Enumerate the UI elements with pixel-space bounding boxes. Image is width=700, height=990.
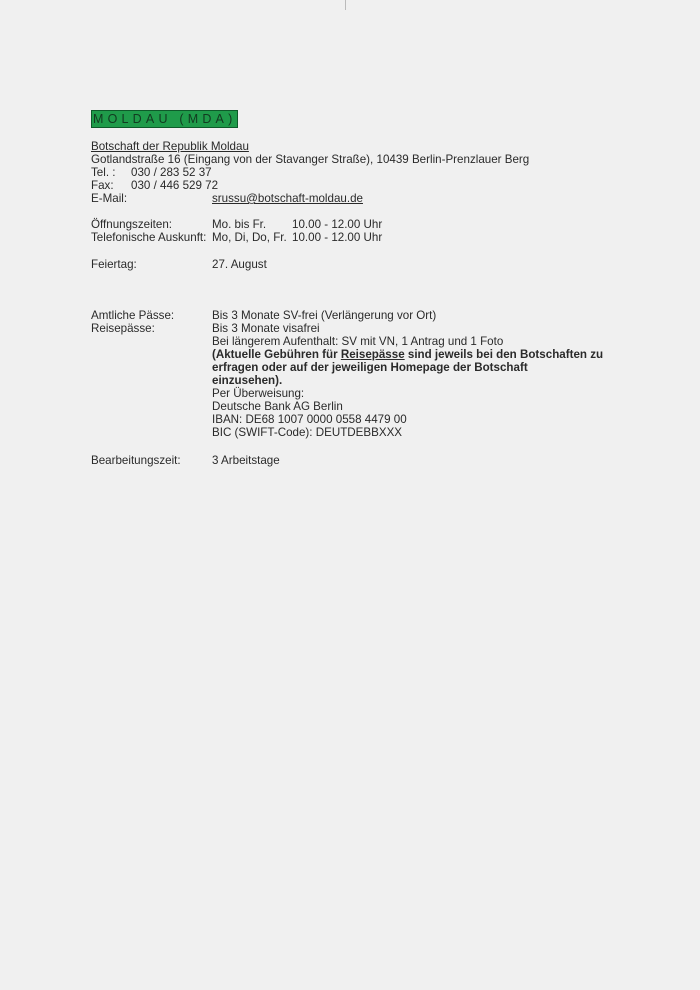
email-label: E-Mail:: [91, 192, 128, 205]
fax-label: Fax:: [91, 179, 114, 192]
bank-name: Deutsche Bank AG Berlin: [212, 400, 343, 413]
tel-value: 030 / 283 52 37: [131, 166, 212, 179]
opening-label: Öffnungszeiten:: [91, 218, 172, 231]
phone-info-time: 10.00 - 12.00 Uhr: [292, 231, 383, 244]
processing-value: 3 Arbeitstage: [212, 454, 280, 467]
holiday-value: 27. August: [212, 258, 267, 271]
fees-note-post: sind jeweils bei den Botschaften zu: [404, 348, 604, 361]
embassy-address: Gotlandstraße 16 (Eingang von der Stavanger Straße), 10439 Berlin-Prenzlauer Berg: [91, 153, 530, 166]
transfer-label: Per Überweisung:: [212, 387, 305, 400]
fees-note-line-3: einzusehen).: [212, 374, 283, 387]
tel-label: Tel. :: [91, 166, 116, 179]
holiday-label: Feiertag:: [91, 258, 137, 271]
scan-mark: [345, 0, 346, 10]
official-passports-label: Amtliche Pässe:: [91, 309, 175, 322]
processing-label: Bearbeitungszeit:: [91, 454, 181, 467]
passport-line-3: Bei längerem Aufenthalt: SV mit VN, 1 Antrag und 1 Foto: [212, 335, 504, 348]
email-link[interactable]: srussu@botschaft-moldau.de: [212, 192, 363, 205]
passport-line-2: Bis 3 Monate visafrei: [212, 322, 320, 335]
travel-passports-label: Reisepässe:: [91, 322, 155, 335]
bic: BIC (SWIFT-Code): DEUTDEBBXXX: [212, 426, 403, 439]
reisepaesse-link[interactable]: Reisepässe: [340, 348, 405, 361]
embassy-name: Botschaft der Republik Moldau: [91, 140, 249, 153]
phone-info-label: Telefonische Auskunft:: [91, 231, 207, 244]
fees-note-line-1: [212, 348, 603, 361]
fees-note-pre: (Aktuelle Gebühren für: [212, 348, 341, 361]
iban: IBAN: DE68 1007 0000 0558 4479 00: [212, 413, 407, 426]
opening-time: 10.00 - 12.00 Uhr: [292, 218, 383, 231]
country-title: MOLDAU (MDA): [93, 112, 237, 126]
passport-line-1: Bis 3 Monate SV-frei (Verlängerung vor Ort): [212, 309, 437, 322]
fees-note-line-2: erfragen oder auf der jeweiligen Homepage der Botschaft: [212, 361, 528, 374]
phone-info-days: Mo, Di, Do, Fr.: [212, 231, 287, 244]
fax-value: 030 / 446 529 72: [131, 179, 219, 192]
opening-days: Mo. bis Fr.: [212, 218, 267, 231]
